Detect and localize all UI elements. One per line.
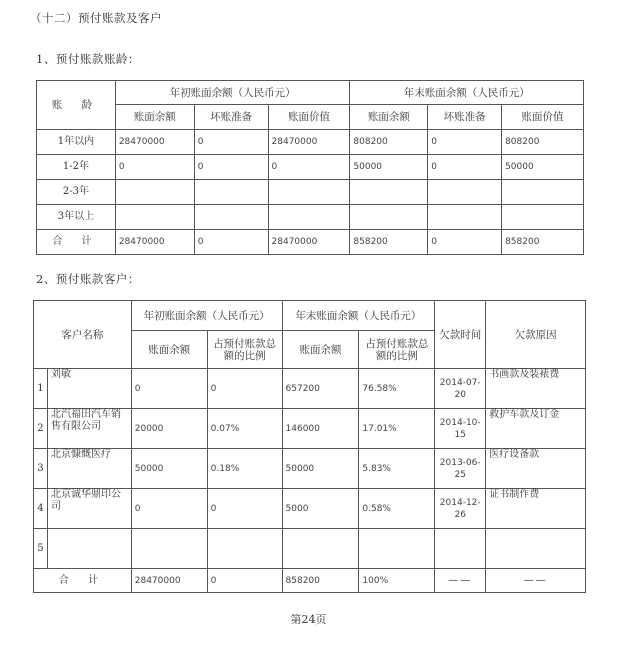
- aging-cell: [194, 205, 268, 230]
- customers-group-open: 年初账面余额（人民币元）: [131, 301, 282, 331]
- customer-reason: [486, 529, 586, 569]
- customer-no: 2: [34, 409, 48, 449]
- customer-time: [435, 529, 486, 569]
- aging-sub-header: 账面余额: [350, 105, 428, 130]
- aging-cell: 28470000: [115, 230, 194, 255]
- aging-cell: 0: [428, 155, 502, 180]
- aging-cell: [502, 205, 584, 230]
- customer-no: 4: [34, 489, 48, 529]
- customers-total-reason: ——: [486, 569, 586, 593]
- customer-open-balance: [131, 529, 207, 569]
- customers-total-close-ratio: 100%: [359, 569, 435, 593]
- aging-cell: [194, 180, 268, 205]
- aging-cell: [428, 180, 502, 205]
- customers-table: [33, 300, 586, 593]
- aging-cell: 0: [268, 155, 350, 180]
- customer-close-ratio: 5.83%: [359, 449, 435, 489]
- customer-name: 北京慷慨医疗: [47, 449, 131, 489]
- customer-reason: 救护车款及订金: [486, 409, 586, 449]
- customer-open-ratio: 0.07%: [207, 409, 282, 449]
- customer-no: 5: [34, 529, 48, 569]
- aging-cell: [268, 180, 350, 205]
- aging-row-label: 1-2年: [37, 155, 116, 180]
- customers-total-label: 合 计: [34, 569, 132, 593]
- aging-cell: 50000: [502, 155, 584, 180]
- customer-close-balance: [282, 529, 359, 569]
- customer-time: 2014-12-26: [435, 489, 486, 529]
- customer-time: 2014-07-20: [435, 369, 486, 409]
- customers-header-time: 欠款时间: [435, 301, 486, 369]
- customers-sub-header: 占预付账款总额的比例: [207, 331, 282, 369]
- aging-cell: [115, 180, 194, 205]
- customers-group-close: 年末账面余额（人民币元）: [282, 301, 435, 331]
- customer-open-ratio: [207, 529, 282, 569]
- customer-name: 北京诚华鼎印公司: [47, 489, 131, 529]
- aging-sub-header: 坏账准备: [194, 105, 268, 130]
- aging-cell: 0: [194, 130, 268, 155]
- page-number: 第24页: [290, 613, 327, 626]
- aging-total-row: [37, 230, 584, 255]
- aging-row-label: 2-3年: [37, 180, 116, 205]
- table-row: [37, 205, 584, 230]
- aging-cell: 0: [194, 230, 268, 255]
- aging-header-label: 账 龄: [37, 81, 116, 130]
- customer-open-balance: 0: [131, 489, 207, 529]
- table-row: [34, 369, 586, 409]
- customer-reason: 书画款及装裱费: [486, 369, 586, 409]
- aging-cell: 50000: [350, 155, 428, 180]
- aging-cell: 0: [194, 155, 268, 180]
- customer-open-ratio: 0: [207, 369, 282, 409]
- aging-cell: [350, 180, 428, 205]
- aging-cell: 0: [428, 230, 502, 255]
- customer-time: 2014-10-15: [435, 409, 486, 449]
- section-title: （十二）预付账款及客户: [30, 11, 162, 25]
- aging-cell: [502, 180, 584, 205]
- customer-open-balance: 20000: [131, 409, 207, 449]
- aging-row-label: 合 计: [37, 230, 116, 255]
- aging-cell: 0: [115, 155, 194, 180]
- aging-sub-header: 账面价值: [502, 105, 584, 130]
- aging-cell: [115, 205, 194, 230]
- table-row: [34, 449, 586, 489]
- customers-title: 2、预付账款客户：: [36, 272, 140, 286]
- customer-no: 3: [34, 449, 48, 489]
- customer-time: 2013-06-25: [435, 449, 486, 489]
- customer-open-balance: 50000: [131, 449, 207, 489]
- customer-open-ratio: 0: [207, 489, 282, 529]
- aging-sub-header: 账面余额: [115, 105, 194, 130]
- aging-title: 1、预付账款账龄：: [36, 52, 140, 66]
- aging-cell: 858200: [502, 230, 584, 255]
- customer-close-ratio: [359, 529, 435, 569]
- aging-row-label: 3年以上: [37, 205, 116, 230]
- aging-cell: 28470000: [115, 130, 194, 155]
- customer-no: 1: [34, 369, 48, 409]
- table-row: [37, 130, 584, 155]
- customer-name: 刘敏: [47, 369, 131, 409]
- aging-sub-header: 坏账准备: [428, 105, 502, 130]
- aging-cell: 808200: [350, 130, 428, 155]
- table-row: [37, 180, 584, 205]
- customers-total-close-balance: 858200: [282, 569, 359, 593]
- customer-close-balance: 50000: [282, 449, 359, 489]
- customers-header-reason: 欠款原因: [486, 301, 586, 369]
- customer-close-ratio: 76.58%: [359, 369, 435, 409]
- customer-reason: 医疗设备款: [486, 449, 586, 489]
- customers-sub-header: 账面余额: [282, 331, 359, 369]
- aging-cell: 28470000: [268, 130, 350, 155]
- table-row: [34, 489, 586, 529]
- customer-close-balance: 5000: [282, 489, 359, 529]
- customers-total-row: [34, 569, 586, 593]
- customer-open-ratio: 0.18%: [207, 449, 282, 489]
- aging-row-label: 1年以内: [37, 130, 116, 155]
- customer-name: [47, 529, 131, 569]
- aging-table: [36, 80, 584, 255]
- customer-close-balance: 657200: [282, 369, 359, 409]
- customer-close-ratio: 17.01%: [359, 409, 435, 449]
- aging-cell: [268, 205, 350, 230]
- aging-cell: 808200: [502, 130, 584, 155]
- aging-cell: 858200: [350, 230, 428, 255]
- customer-name: 北汽福田汽车销售有限公司: [47, 409, 131, 449]
- customer-reason: 证书制作费: [486, 489, 586, 529]
- customers-total-time: ——: [435, 569, 486, 593]
- aging-sub-header: 账面价值: [268, 105, 350, 130]
- aging-cell: [350, 205, 428, 230]
- customers-sub-header: 占预付账款总额的比例: [359, 331, 435, 369]
- aging-group-open: 年初账面余额（人民币元）: [115, 81, 350, 105]
- customer-close-balance: 146000: [282, 409, 359, 449]
- table-row: [34, 529, 586, 569]
- table-row: [37, 155, 584, 180]
- customers-sub-header: 账面余额: [131, 331, 207, 369]
- aging-group-close: 年末账面余额（人民币元）: [350, 81, 584, 105]
- table-row: [34, 409, 586, 449]
- aging-cell: 0: [428, 130, 502, 155]
- customers-header-name: 客户名称: [34, 301, 132, 369]
- aging-cell: [428, 205, 502, 230]
- customers-total-open-balance: 28470000: [131, 569, 207, 593]
- customers-total-open-ratio: 0: [207, 569, 282, 593]
- customer-open-balance: 0: [131, 369, 207, 409]
- aging-cell: 28470000: [268, 230, 350, 255]
- customer-close-ratio: 0.58%: [359, 489, 435, 529]
